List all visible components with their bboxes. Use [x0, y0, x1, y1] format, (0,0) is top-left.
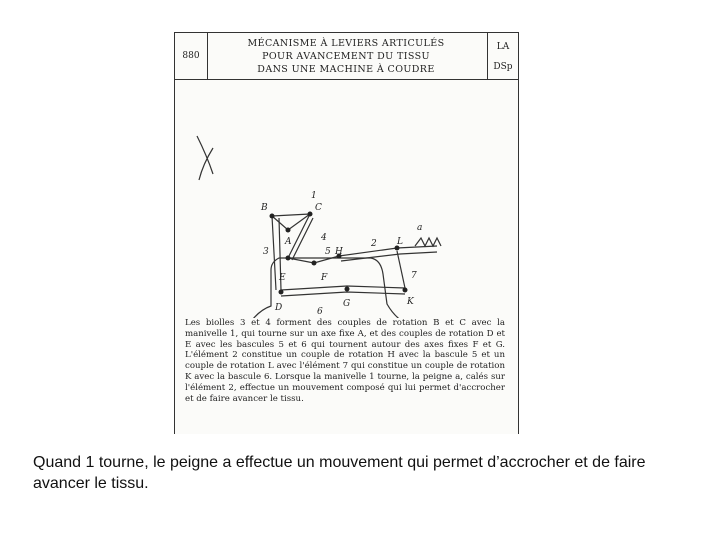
document-sheet	[174, 32, 519, 434]
label-a: a	[417, 223, 423, 233]
sheet-header	[175, 32, 518, 80]
label-3: 3	[263, 247, 269, 257]
comb-a	[415, 238, 441, 246]
code-top: LA	[496, 42, 510, 52]
label-K: K	[407, 297, 414, 307]
label-1: 1	[311, 191, 317, 201]
code-bottom: DSp	[493, 62, 513, 72]
title-line-2: POUR AVANCEMENT DU TISSU	[262, 51, 430, 62]
pen-mark	[197, 136, 213, 180]
sheet-number: 880	[175, 33, 208, 79]
label-C: C	[315, 203, 322, 213]
sheet-title	[208, 37, 484, 76]
label-H: H	[335, 247, 343, 257]
classification-code	[487, 33, 518, 79]
label-2: 2	[371, 239, 377, 249]
mechanism-drawing	[175, 78, 518, 318]
label-D: D	[275, 303, 283, 313]
title-line-3: DANS UNE MACHINE À COUDRE	[257, 64, 435, 75]
rocker-6	[281, 286, 405, 296]
element-2	[339, 246, 437, 261]
mechanism-description: Les biolles 3 et 4 forment des couples de rotation B et C avec la manivelle 1, qui tourne sur un axe fixe A, et des couples de rotation D et E avec les bascules 5 et 6 qui tournent autour des axes fixes F et G. L'élément 2 constitue un couple de rotation H avec la bascule 5 et un couple de rotation L avec l'élément 7 qui constitue un couple de rotation K avec la bascule 6. Lorsque la manivelle 1 tourne, la peigne a, calés sur l'élément 2, effectue un mouvement composé qui lui permet d'accrocher et de faire avancer le tissu.	[185, 318, 505, 404]
label-5: 5	[325, 247, 331, 257]
crank-1-lower	[272, 214, 310, 230]
label-7: 7	[411, 271, 417, 281]
label-E: E	[279, 273, 286, 283]
label-B: B	[261, 203, 268, 213]
element-7	[397, 251, 405, 288]
label-6: 6	[317, 307, 323, 317]
machine-body	[249, 258, 407, 318]
label-L: L	[397, 237, 403, 247]
crank-1	[272, 214, 310, 216]
label-F: F	[321, 273, 328, 283]
title-line-1: MÉCANISME À LEVIERS ARTICULÉS	[247, 38, 445, 49]
label-A: A	[285, 237, 292, 247]
label-4: 4	[321, 233, 327, 243]
caption-text: Quand 1 tourne, le peigne a effectue un mouvement qui permet d’accrocher et de faire avancer le tissu.	[33, 454, 646, 492]
label-G: G	[343, 299, 351, 309]
